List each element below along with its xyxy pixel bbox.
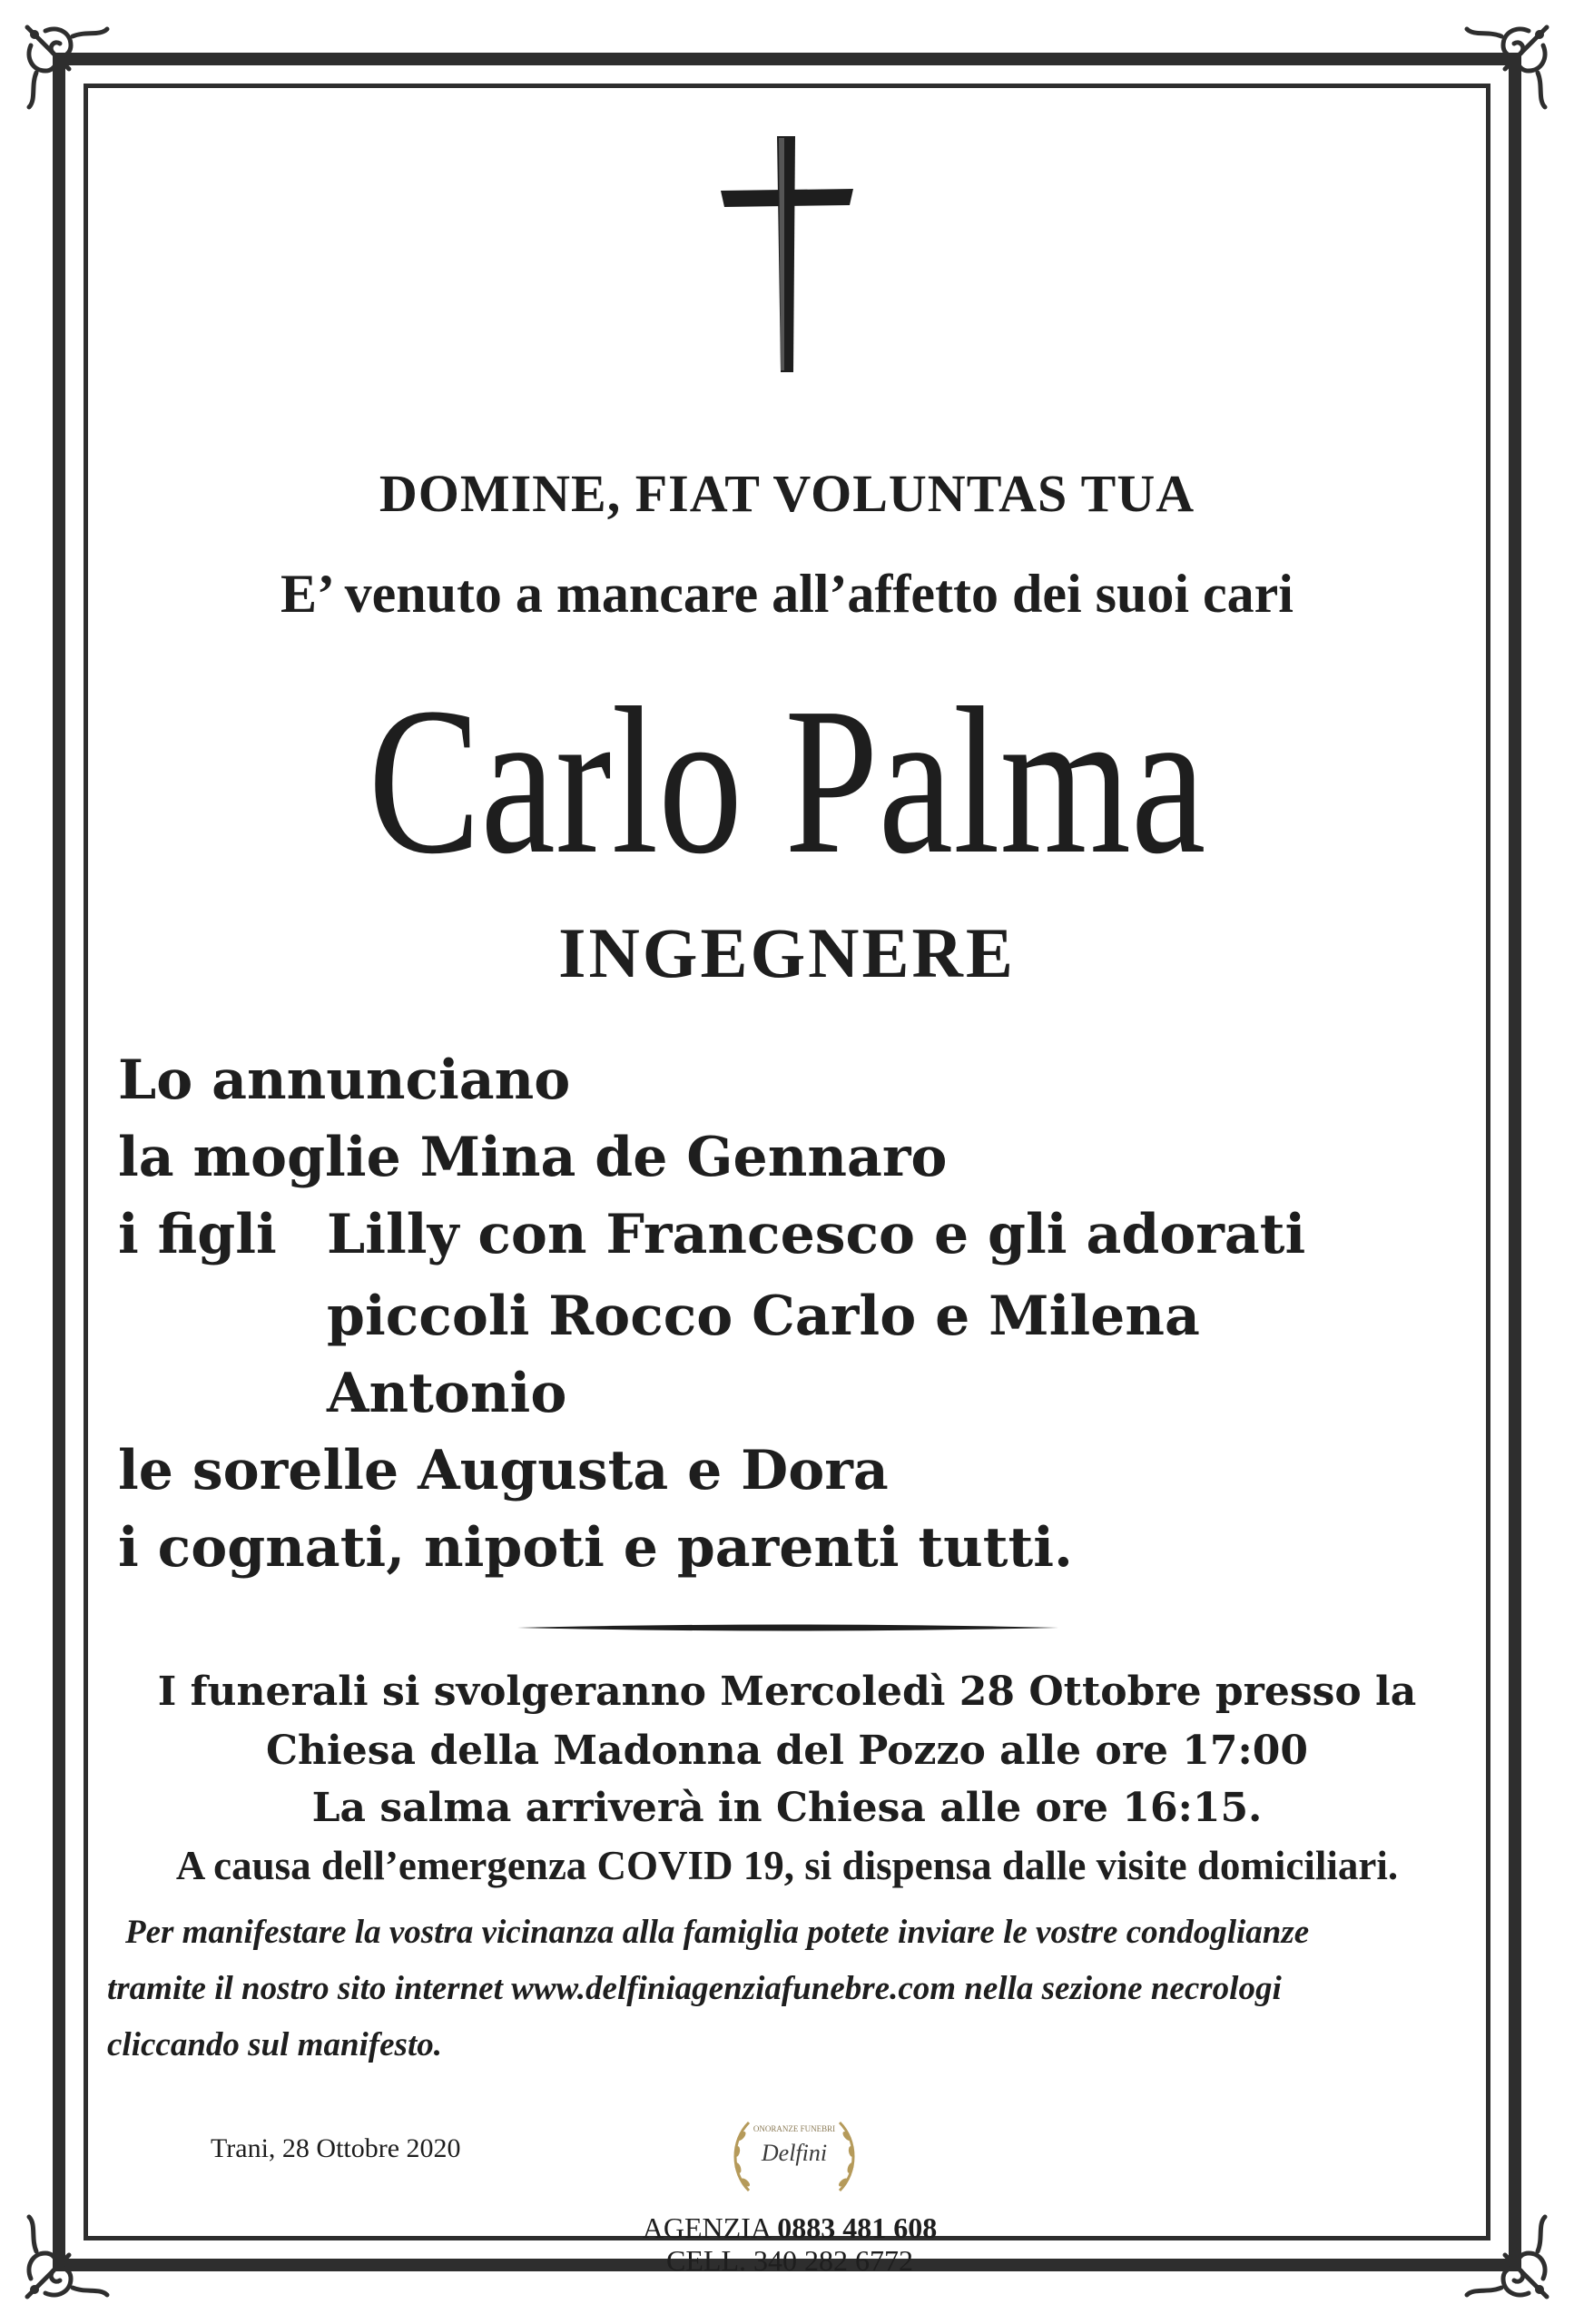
announcement-line: Antonio bbox=[327, 1362, 567, 1425]
announcement-line: Lo annunciano bbox=[118, 1049, 571, 1112]
deceased-name: Carlo Palma bbox=[368, 665, 1206, 898]
condolences-line: tramite il nostro sito internet www.delfiniagenziafunebre.com nella sezione necrologi bbox=[107, 1970, 1282, 2007]
divider bbox=[517, 1623, 1058, 1632]
agency-phone-row bbox=[635, 2211, 944, 2244]
agency-logo bbox=[722, 2104, 867, 2204]
announcement-line: Lilly con Francesco e gli adorati bbox=[327, 1203, 1306, 1266]
intro-text: E’ venuto a mancare all’affetto dei suoi cari bbox=[280, 564, 1294, 624]
corner-ornament-icon bbox=[18, 2190, 134, 2306]
logo-top-text: ONORANZE FUNEBRI bbox=[753, 2124, 836, 2133]
agency-phone: 0883 481 608 bbox=[777, 2211, 938, 2244]
cell-phone-row bbox=[635, 2244, 944, 2277]
corner-ornament-icon bbox=[18, 18, 134, 134]
announcement-line-prefix: i figli bbox=[118, 1203, 277, 1266]
motto: DOMINE, FIAT VOLUNTAS TUA bbox=[379, 464, 1195, 523]
deceased-title: INGEGNERE bbox=[558, 913, 1016, 992]
announcement-line: piccoli Rocco Carlo e Milena bbox=[327, 1285, 1200, 1348]
funeral-line: La salma arriverà in Chiesa alle ore 16:15. bbox=[311, 1785, 1263, 1831]
funeral-line: Chiesa della Madonna del Pozzo alle ore 17:00 bbox=[266, 1728, 1308, 1774]
logo-name: Delfini bbox=[761, 2140, 828, 2166]
covid-notice: A causa dell’emergenza COVID 19, si dispensa dalle visite domiciliari. bbox=[175, 1843, 1399, 1888]
place-date: Trani, 28 Ottobre 2020 bbox=[211, 2133, 461, 2163]
agency-label: AGENZIA bbox=[642, 2211, 771, 2244]
corner-ornament-icon bbox=[1440, 18, 1556, 134]
agency-contacts bbox=[635, 2211, 944, 2277]
announcement-line: le sorelle Augusta e Dora bbox=[118, 1439, 889, 1502]
cross-icon bbox=[721, 136, 853, 372]
condolences-line: Per manifestare la vostra vicinanza alla famiglia potete inviare le vostre condoglianze bbox=[125, 1914, 1310, 1951]
condolences-line: cliccando sul manifesto. bbox=[107, 2026, 442, 2063]
announcement-line: i cognati, nipoti e parenti tutti. bbox=[118, 1516, 1073, 1580]
corner-ornament-icon bbox=[1440, 2190, 1556, 2306]
cell-label: CELL. bbox=[666, 2244, 746, 2277]
announcement-line: la moglie Mina de Gennaro bbox=[118, 1126, 948, 1189]
funeral-line: I funerali si svolgeranno Mercoledì 28 Ottobre presso la bbox=[157, 1669, 1417, 1715]
cell-phone: 340 282 6772 bbox=[753, 2244, 913, 2277]
